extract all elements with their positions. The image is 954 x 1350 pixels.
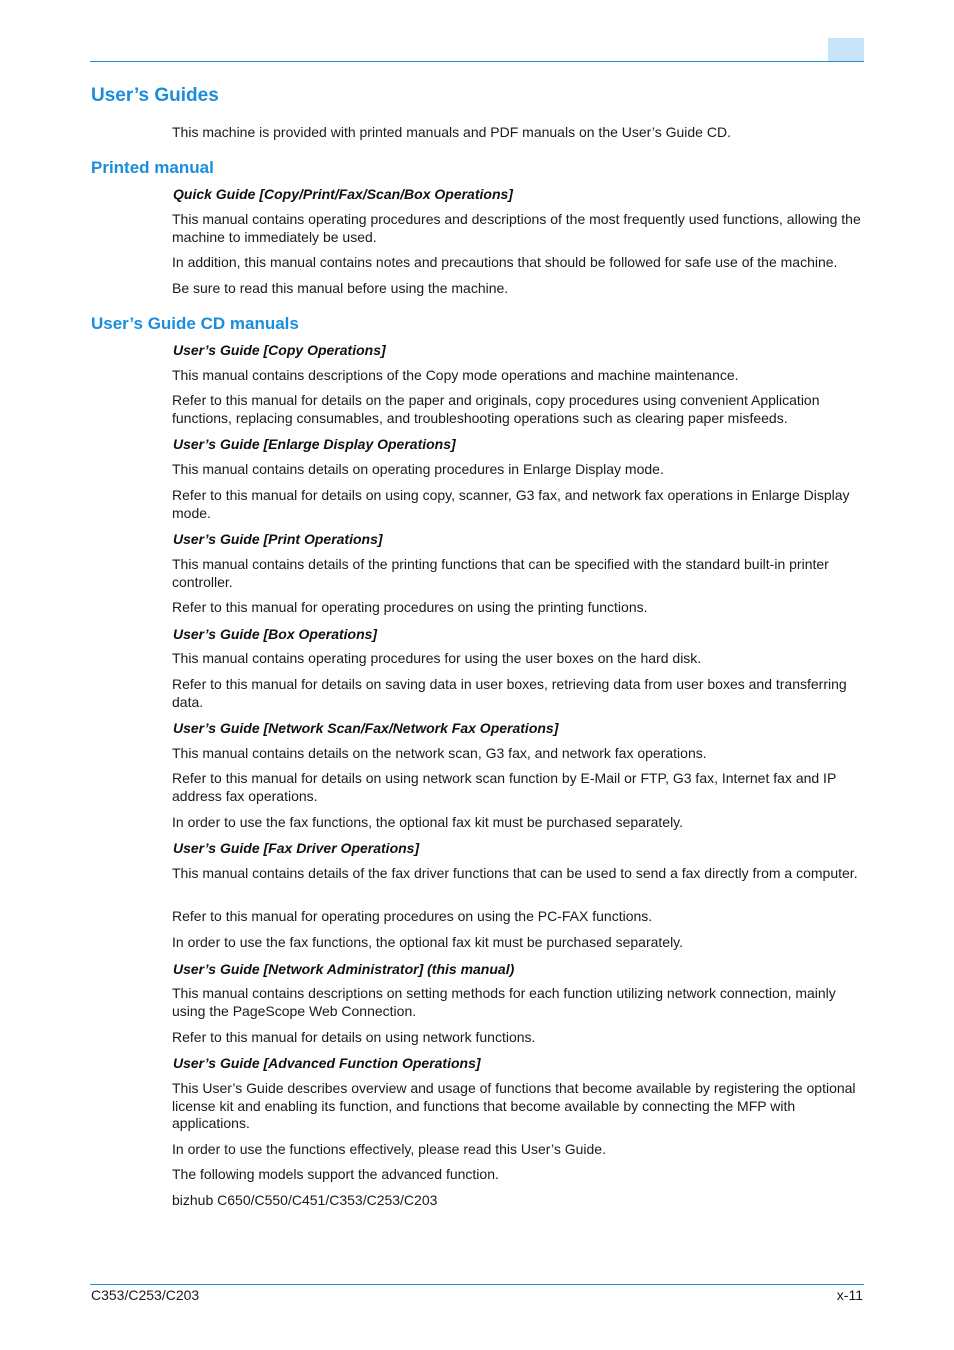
header-divider bbox=[90, 61, 864, 62]
footer-page-number: x-11 bbox=[836, 1287, 863, 1303]
paragraph: This manual contains details on operating procedures in Enlarge Display mode. bbox=[172, 461, 664, 477]
supported-models: bizhub C650/C550/C451/C353/C253/C203 bbox=[172, 1192, 438, 1208]
paragraph: This manual contains descriptions on setting methods for each function utilizing network connection, mainly using the PageScope Web Connection. bbox=[172, 985, 836, 1019]
paragraph: This manual contains operating procedures for using the user boxes on the hard disk. bbox=[172, 650, 702, 666]
section-heading-printed-manual: Printed manual bbox=[91, 158, 214, 177]
paragraph: This manual contains operating procedures and descriptions of the most frequently used functions, allowing the machine to immediately be used. bbox=[172, 211, 861, 245]
manual-title-advanced-function: User’s Guide [Advanced Function Operations] bbox=[173, 1055, 481, 1071]
section-heading-cd-manuals: User’s Guide CD manuals bbox=[91, 314, 299, 333]
paragraph: This manual contains details of the fax driver functions that can be used to send a fax directly from a computer. bbox=[172, 865, 858, 881]
manual-title-copy: User’s Guide [Copy Operations] bbox=[173, 342, 386, 358]
paragraph: In order to use the fax functions, the optional fax kit must be purchased separately. bbox=[172, 934, 684, 950]
paragraph: In order to use the fax functions, the optional fax kit must be purchased separately. bbox=[172, 814, 684, 830]
paragraph: Refer to this manual for operating procedures on using the printing functions. bbox=[172, 599, 648, 615]
intro-paragraph: This machine is provided with printed manuals and PDF manuals on the User’s Guide CD. bbox=[172, 124, 731, 140]
manual-title-fax-driver: User’s Guide [Fax Driver Operations] bbox=[173, 840, 420, 856]
paragraph: This manual contains descriptions of the Copy mode operations and machine maintenance. bbox=[172, 367, 739, 383]
paragraph: This User’s Guide describes overview and usage of functions that become available by registering the optional license kit and enabling its function, and functions that become available by connecting the MFP with applications. bbox=[172, 1080, 856, 1131]
manual-title-print: User’s Guide [Print Operations] bbox=[173, 531, 383, 547]
paragraph: Refer to this manual for details on the paper and originals, copy procedures using convenient Application functions, replacing consumables, and troubleshooting operations such as clearing paper misfeeds. bbox=[172, 392, 820, 426]
manual-title-network-scan: User’s Guide [Network Scan/Fax/Network Fax Operations] bbox=[173, 720, 559, 736]
manual-title-network-administrator: User’s Guide [Network Administrator] (this manual) bbox=[173, 961, 515, 977]
paragraph: Refer to this manual for details on saving data in user boxes, retrieving data from user boxes and transferring data. bbox=[172, 676, 847, 710]
paragraph: Refer to this manual for details on using copy, scanner, G3 fax, and network fax operations in Enlarge Display mode. bbox=[172, 487, 850, 521]
manual-title-quick-guide: Quick Guide [Copy/Print/Fax/Scan/Box Operations] bbox=[173, 186, 513, 202]
paragraph: Refer to this manual for details on using network functions. bbox=[172, 1029, 536, 1045]
paragraph: In order to use the functions effectively, please read this User’s Guide. bbox=[172, 1141, 606, 1157]
chapter-tab bbox=[828, 38, 864, 61]
paragraph: Be sure to read this manual before using the machine. bbox=[172, 280, 509, 296]
page-title: User’s Guides bbox=[91, 85, 219, 106]
footer-model: C353/C253/C203 bbox=[91, 1287, 200, 1303]
paragraph: This manual contains details on the network scan, G3 fax, and network fax operations. bbox=[172, 745, 707, 761]
manual-title-box: User’s Guide [Box Operations] bbox=[173, 626, 378, 642]
paragraph: Refer to this manual for details on using network scan function by E-Mail or FTP, G3 fax, Internet fax and IP address fax operations. bbox=[172, 770, 837, 804]
paragraph: The following models support the advanced function. bbox=[172, 1166, 499, 1182]
paragraph: This manual contains details of the printing functions that can be specified with the standard built-in printer controller. bbox=[172, 556, 829, 590]
paragraph: Refer to this manual for operating procedures on using the PC-FAX functions. bbox=[172, 908, 653, 924]
footer-divider bbox=[90, 1284, 864, 1285]
paragraph: In addition, this manual contains notes and precautions that should be followed for safe use of the machine. bbox=[172, 254, 838, 270]
manual-title-enlarge-display: User’s Guide [Enlarge Display Operations] bbox=[173, 436, 456, 452]
